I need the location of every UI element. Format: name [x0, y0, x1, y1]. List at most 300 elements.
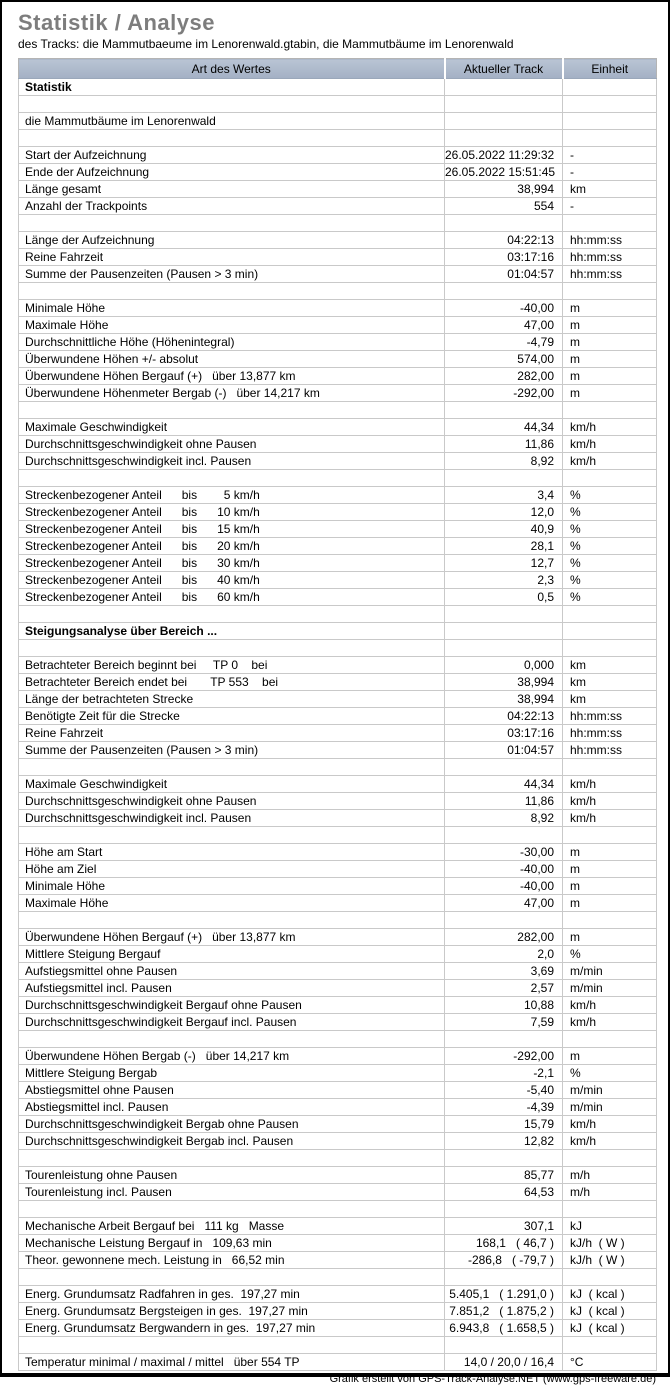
row-label: Maximale Geschwindigkeit: [19, 419, 445, 436]
row-value: 282,00: [445, 929, 563, 946]
table-row: [19, 232, 657, 249]
row-label: Betrachteter Bereich beginnt bei TP 0 bei: [19, 657, 445, 674]
row-label: Ende der Aufzeichnung: [19, 164, 445, 181]
table-row: [19, 946, 657, 963]
row-label: Temperatur minimal / maximal / mittel über 554 TP: [19, 1354, 445, 1371]
row-value: 574,00: [445, 351, 563, 368]
table-row: [19, 113, 657, 130]
row-value: 2,57: [445, 980, 563, 997]
row-value: -40,00: [445, 878, 563, 895]
row-value: -2,1: [445, 1065, 563, 1082]
table-row: [19, 827, 657, 844]
row-label: Energ. Grundumsatz Bergwandern in ges. 197,27 min: [19, 1320, 445, 1337]
row-value: 7,59: [445, 1014, 563, 1031]
row-value: 12,7: [445, 555, 563, 572]
row-unit: -: [563, 147, 657, 164]
row-label: [19, 640, 445, 657]
table-row: [19, 1031, 657, 1048]
table-row: [19, 606, 657, 623]
row-unit: m: [563, 385, 657, 402]
row-unit: -: [563, 198, 657, 215]
row-unit: m: [563, 1048, 657, 1065]
row-label: Mechanische Arbeit Bergauf bei 111 kg Masse: [19, 1218, 445, 1235]
row-label: Überwundene Höhenmeter Bergab (-) über 14,217 km: [19, 385, 445, 402]
row-label: Anzahl der Trackpoints: [19, 198, 445, 215]
row-unit: %: [563, 504, 657, 521]
row-unit: kJ ( kcal ): [563, 1286, 657, 1303]
table-row: [19, 623, 657, 640]
row-value: 28,1: [445, 538, 563, 555]
row-value: 11,86: [445, 793, 563, 810]
table-row: [19, 810, 657, 827]
table-row: [19, 759, 657, 776]
table-row: [19, 793, 657, 810]
table-row: [19, 266, 657, 283]
row-unit: [563, 912, 657, 929]
row-label: Durchschnittsgeschwindigkeit incl. Pausen: [19, 453, 445, 470]
table-row: [19, 164, 657, 181]
row-unit: hh:mm:ss: [563, 708, 657, 725]
row-value: -40,00: [445, 861, 563, 878]
row-unit: [563, 1031, 657, 1048]
row-label: die Mammutbäume im Lenorenwald: [19, 113, 445, 130]
row-label: Tourenleistung incl. Pausen: [19, 1184, 445, 1201]
table-row: [19, 317, 657, 334]
row-label: [19, 1201, 445, 1218]
table-row: [19, 1269, 657, 1286]
table-row: [19, 215, 657, 232]
table-row: [19, 385, 657, 402]
row-unit: m: [563, 844, 657, 861]
row-unit: km/h: [563, 997, 657, 1014]
row-label: Streckenbezogener Anteil bis 30 km/h: [19, 555, 445, 572]
row-value: [445, 96, 563, 113]
row-label: Streckenbezogener Anteil bis 20 km/h: [19, 538, 445, 555]
row-unit: km: [563, 691, 657, 708]
row-label: Streckenbezogener Anteil bis 60 km/h: [19, 589, 445, 606]
row-label: [19, 759, 445, 776]
column-header-aktueller-track: Aktueller Track: [445, 59, 563, 79]
row-unit: [563, 640, 657, 657]
row-unit: [563, 1150, 657, 1167]
row-value: [445, 1201, 563, 1218]
row-label: Streckenbezogener Anteil bis 15 km/h: [19, 521, 445, 538]
row-label: [19, 96, 445, 113]
row-value: 26.05.2022 15:51:45: [445, 164, 563, 181]
table-row: [19, 130, 657, 147]
row-label: [19, 827, 445, 844]
row-value: [445, 1269, 563, 1286]
row-unit: %: [563, 521, 657, 538]
table-row: [19, 691, 657, 708]
table-row: [19, 572, 657, 589]
row-label: [19, 912, 445, 929]
row-label: [19, 283, 445, 300]
row-value: [445, 130, 563, 147]
row-value: 3,69: [445, 963, 563, 980]
row-value: 44,34: [445, 776, 563, 793]
column-header-art-des-wertes: Art des Wertes: [19, 59, 445, 79]
row-unit: m: [563, 334, 657, 351]
table-row: [19, 1218, 657, 1235]
row-value: -4,39: [445, 1099, 563, 1116]
row-unit: [563, 96, 657, 113]
row-value: 0,000: [445, 657, 563, 674]
table-row: [19, 96, 657, 113]
table-row: [19, 1252, 657, 1269]
table-row: [19, 1286, 657, 1303]
row-value: [445, 113, 563, 130]
row-label: [19, 130, 445, 147]
row-value: 2,3: [445, 572, 563, 589]
row-unit: [563, 402, 657, 419]
row-value: 14,0 / 20,0 / 16,4: [445, 1354, 563, 1371]
row-label: Durchschnittliche Höhe (Höhenintegral): [19, 334, 445, 351]
table-row: [19, 1014, 657, 1031]
row-unit: m/min: [563, 1082, 657, 1099]
row-value: 38,994: [445, 674, 563, 691]
row-value: -4,79: [445, 334, 563, 351]
row-value: 10,88: [445, 997, 563, 1014]
row-value: 282,00: [445, 368, 563, 385]
table-row: [19, 997, 657, 1014]
row-label: Überwundene Höhen Bergauf (+) über 13,877 km: [19, 929, 445, 946]
row-unit: [563, 215, 657, 232]
row-unit: kJ ( kcal ): [563, 1303, 657, 1320]
column-header-einheit: Einheit: [563, 59, 657, 79]
row-unit: m: [563, 878, 657, 895]
row-label: Maximale Höhe: [19, 895, 445, 912]
table-row: [19, 844, 657, 861]
table-row: [19, 181, 657, 198]
row-label: [19, 402, 445, 419]
row-value: 64,53: [445, 1184, 563, 1201]
table-row: [19, 1099, 657, 1116]
row-value: 554: [445, 198, 563, 215]
row-unit: m/h: [563, 1167, 657, 1184]
row-unit: kJ ( kcal ): [563, 1320, 657, 1337]
row-label: Durchschnittsgeschwindigkeit Bergauf incl. Pausen: [19, 1014, 445, 1031]
row-unit: %: [563, 555, 657, 572]
row-unit: [563, 283, 657, 300]
row-unit: m: [563, 351, 657, 368]
row-label: Start der Aufzeichnung: [19, 147, 445, 164]
table-row: [19, 1320, 657, 1337]
row-unit: km/h: [563, 1116, 657, 1133]
row-label: Minimale Höhe: [19, 300, 445, 317]
row-label: Höhe am Ziel: [19, 861, 445, 878]
row-label: Überwundene Höhen Bergab (-) über 14,217 km: [19, 1048, 445, 1065]
row-unit: %: [563, 538, 657, 555]
row-label: [19, 606, 445, 623]
table-row: [19, 1082, 657, 1099]
row-label: Länge der Aufzeichnung: [19, 232, 445, 249]
table-row: [19, 334, 657, 351]
row-value: -286,8 ( -79,7 ): [445, 1252, 563, 1269]
row-label: Reine Fahrzeit: [19, 725, 445, 742]
row-label: Betrachteter Bereich endet bei TP 553 bei: [19, 674, 445, 691]
table-row: [19, 1065, 657, 1082]
table-row: [19, 402, 657, 419]
row-unit: m: [563, 300, 657, 317]
row-label: Maximale Höhe: [19, 317, 445, 334]
row-value: [445, 1150, 563, 1167]
table-row: [19, 776, 657, 793]
row-label: Theor. gewonnene mech. Leistung in 66,52 min: [19, 1252, 445, 1269]
table-row: [19, 895, 657, 912]
row-label: Summe der Pausenzeiten (Pausen > 3 min): [19, 742, 445, 759]
row-value: [445, 1031, 563, 1048]
row-unit: km/h: [563, 1014, 657, 1031]
row-label: Durchschnittsgeschwindigkeit ohne Pausen: [19, 793, 445, 810]
table-row: [19, 1354, 657, 1371]
row-unit: m/min: [563, 980, 657, 997]
row-label: Durchschnittsgeschwindigkeit Bergab incl. Pausen: [19, 1133, 445, 1150]
row-value: -292,00: [445, 1048, 563, 1065]
table-row: [19, 1184, 657, 1201]
table-row: [19, 1116, 657, 1133]
row-value: -292,00: [445, 385, 563, 402]
row-label: Mechanische Leistung Bergauf in 109,63 min: [19, 1235, 445, 1252]
row-value: [445, 470, 563, 487]
table-row: [19, 453, 657, 470]
table-row: [19, 1167, 657, 1184]
row-unit: hh:mm:ss: [563, 742, 657, 759]
table-row: [19, 1048, 657, 1065]
row-label: [19, 1031, 445, 1048]
row-value: 3,4: [445, 487, 563, 504]
row-value: -5,40: [445, 1082, 563, 1099]
row-value: [445, 283, 563, 300]
row-label: Energ. Grundumsatz Radfahren in ges. 197,27 min: [19, 1286, 445, 1303]
row-value: 6.943,8 ( 1.658,5 ): [445, 1320, 563, 1337]
row-unit: [563, 1337, 657, 1354]
row-value: 04:22:13: [445, 232, 563, 249]
table-row: [19, 980, 657, 997]
row-label: Maximale Geschwindigkeit: [19, 776, 445, 793]
row-unit: %: [563, 572, 657, 589]
table-row: [19, 1303, 657, 1320]
row-label: Überwundene Höhen Bergauf (+) über 13,877 km: [19, 368, 445, 385]
row-value: 38,994: [445, 691, 563, 708]
table-row: [19, 589, 657, 606]
row-label: Streckenbezogener Anteil bis 5 km/h: [19, 487, 445, 504]
table-row: [19, 878, 657, 895]
row-unit: kJ/h ( W ): [563, 1235, 657, 1252]
row-label: Steigungsanalyse über Bereich ...: [19, 623, 445, 640]
row-value: 7.851,2 ( 1.875,2 ): [445, 1303, 563, 1320]
table-row: [19, 555, 657, 572]
row-value: 47,00: [445, 895, 563, 912]
table-row: [19, 368, 657, 385]
row-label: Abstiegsmittel ohne Pausen: [19, 1082, 445, 1099]
row-value: [445, 912, 563, 929]
table-row: [19, 742, 657, 759]
row-unit: m/h: [563, 1184, 657, 1201]
table-row: [19, 79, 657, 96]
row-value: 15,79: [445, 1116, 563, 1133]
table-row: [19, 1133, 657, 1150]
row-value: 40,9: [445, 521, 563, 538]
row-value: [445, 215, 563, 232]
row-value: 47,00: [445, 317, 563, 334]
row-unit: kJ/h ( W ): [563, 1252, 657, 1269]
row-value: 8,92: [445, 453, 563, 470]
row-label: Abstiegsmittel incl. Pausen: [19, 1099, 445, 1116]
row-label: Statistik: [19, 79, 445, 96]
table-row: [19, 198, 657, 215]
row-value: [445, 1337, 563, 1354]
table-header-row: [19, 59, 657, 79]
table-row: [19, 487, 657, 504]
row-unit: %: [563, 487, 657, 504]
row-label: Durchschnittsgeschwindigkeit ohne Pausen: [19, 436, 445, 453]
row-label: Mittlere Steigung Bergauf: [19, 946, 445, 963]
row-value: [445, 640, 563, 657]
row-label: Aufstiegsmittel incl. Pausen: [19, 980, 445, 997]
table-row: [19, 725, 657, 742]
row-value: [445, 623, 563, 640]
row-value: [445, 402, 563, 419]
credit-footer: Grafik erstellt von GPS-Track-Analyse.NET (www.gps-freeware.de): [329, 1373, 656, 1385]
table-row: [19, 147, 657, 164]
row-unit: hh:mm:ss: [563, 232, 657, 249]
row-label: Höhe am Start: [19, 844, 445, 861]
table-row: [19, 640, 657, 657]
row-value: 168,1 ( 46,7 ): [445, 1235, 563, 1252]
row-label: Streckenbezogener Anteil bis 40 km/h: [19, 572, 445, 589]
row-value: 11,86: [445, 436, 563, 453]
row-unit: kJ: [563, 1218, 657, 1235]
row-value: -30,00: [445, 844, 563, 861]
row-value: 5.405,1 ( 1.291,0 ): [445, 1286, 563, 1303]
row-value: 8,92: [445, 810, 563, 827]
row-unit: [563, 606, 657, 623]
row-unit: m: [563, 861, 657, 878]
row-unit: [563, 759, 657, 776]
table-row: [19, 1235, 657, 1252]
row-label: Mittlere Steigung Bergab: [19, 1065, 445, 1082]
row-value: [445, 759, 563, 776]
row-value: 01:04:57: [445, 266, 563, 283]
row-unit: km: [563, 657, 657, 674]
row-label: Durchschnittsgeschwindigkeit Bergab ohne Pausen: [19, 1116, 445, 1133]
row-unit: m: [563, 895, 657, 912]
table-row: [19, 538, 657, 555]
track-subtitle: des Tracks: die Mammutbaeume im Lenorenwald.gtabin, die Mammutbäume im Lenorenwald: [18, 37, 514, 51]
table-body: [19, 79, 657, 1371]
row-value: 38,994: [445, 181, 563, 198]
table-row: [19, 1337, 657, 1354]
row-value: [445, 606, 563, 623]
row-unit: km/h: [563, 453, 657, 470]
table-row: [19, 912, 657, 929]
row-label: Aufstiegsmittel ohne Pausen: [19, 963, 445, 980]
page-title: Statistik / Analyse: [18, 10, 215, 35]
table-row: [19, 963, 657, 980]
row-unit: km/h: [563, 436, 657, 453]
row-unit: [563, 130, 657, 147]
row-label: [19, 215, 445, 232]
table-row: [19, 929, 657, 946]
row-label: Reine Fahrzeit: [19, 249, 445, 266]
table-row: [19, 283, 657, 300]
row-unit: hh:mm:ss: [563, 725, 657, 742]
row-label: Energ. Grundumsatz Bergsteigen in ges. 197,27 min: [19, 1303, 445, 1320]
table-row: [19, 1201, 657, 1218]
row-value: -40,00: [445, 300, 563, 317]
row-unit: °C: [563, 1354, 657, 1371]
table-row: [19, 521, 657, 538]
row-label: Streckenbezogener Anteil bis 10 km/h: [19, 504, 445, 521]
row-value: 12,0: [445, 504, 563, 521]
row-value: 04:22:13: [445, 708, 563, 725]
row-label: Summe der Pausenzeiten (Pausen > 3 min): [19, 266, 445, 283]
row-unit: km/h: [563, 419, 657, 436]
table-row: [19, 419, 657, 436]
row-value: 44,34: [445, 419, 563, 436]
row-label: Überwundene Höhen +/- absolut: [19, 351, 445, 368]
row-unit: %: [563, 589, 657, 606]
row-unit: m/min: [563, 963, 657, 980]
row-value: 03:17:16: [445, 725, 563, 742]
row-label: Durchschnittsgeschwindigkeit incl. Pausen: [19, 810, 445, 827]
row-unit: %: [563, 946, 657, 963]
row-value: [445, 79, 563, 96]
row-value: 0,5: [445, 589, 563, 606]
row-label: Länge der betrachteten Strecke: [19, 691, 445, 708]
row-label: Minimale Höhe: [19, 878, 445, 895]
row-label: [19, 470, 445, 487]
row-label: Benötigte Zeit für die Strecke: [19, 708, 445, 725]
row-unit: [563, 1269, 657, 1286]
row-unit: [563, 79, 657, 96]
row-unit: -: [563, 164, 657, 181]
row-label: [19, 1337, 445, 1354]
row-value: 26.05.2022 11:29:32: [445, 147, 563, 164]
row-label: [19, 1150, 445, 1167]
row-unit: hh:mm:ss: [563, 266, 657, 283]
row-unit: [563, 113, 657, 130]
row-unit: m/min: [563, 1099, 657, 1116]
row-unit: m: [563, 317, 657, 334]
row-label: Tourenleistung ohne Pausen: [19, 1167, 445, 1184]
table-row: [19, 674, 657, 691]
row-unit: m: [563, 368, 657, 385]
table-row: [19, 504, 657, 521]
row-unit: [563, 1201, 657, 1218]
row-value: 2,0: [445, 946, 563, 963]
table-row: [19, 861, 657, 878]
row-unit: km/h: [563, 810, 657, 827]
row-value: 85,77: [445, 1167, 563, 1184]
table-row: [19, 708, 657, 725]
row-label: Länge gesamt: [19, 181, 445, 198]
row-value: 03:17:16: [445, 249, 563, 266]
statistics-table: [18, 58, 657, 1371]
row-value: 307,1: [445, 1218, 563, 1235]
table-row: [19, 1150, 657, 1167]
row-label: [19, 1269, 445, 1286]
row-unit: km/h: [563, 1133, 657, 1150]
table-row: [19, 249, 657, 266]
row-value: 01:04:57: [445, 742, 563, 759]
table-row: [19, 351, 657, 368]
row-unit: [563, 623, 657, 640]
row-value: [445, 827, 563, 844]
row-unit: m: [563, 929, 657, 946]
table-row: [19, 300, 657, 317]
